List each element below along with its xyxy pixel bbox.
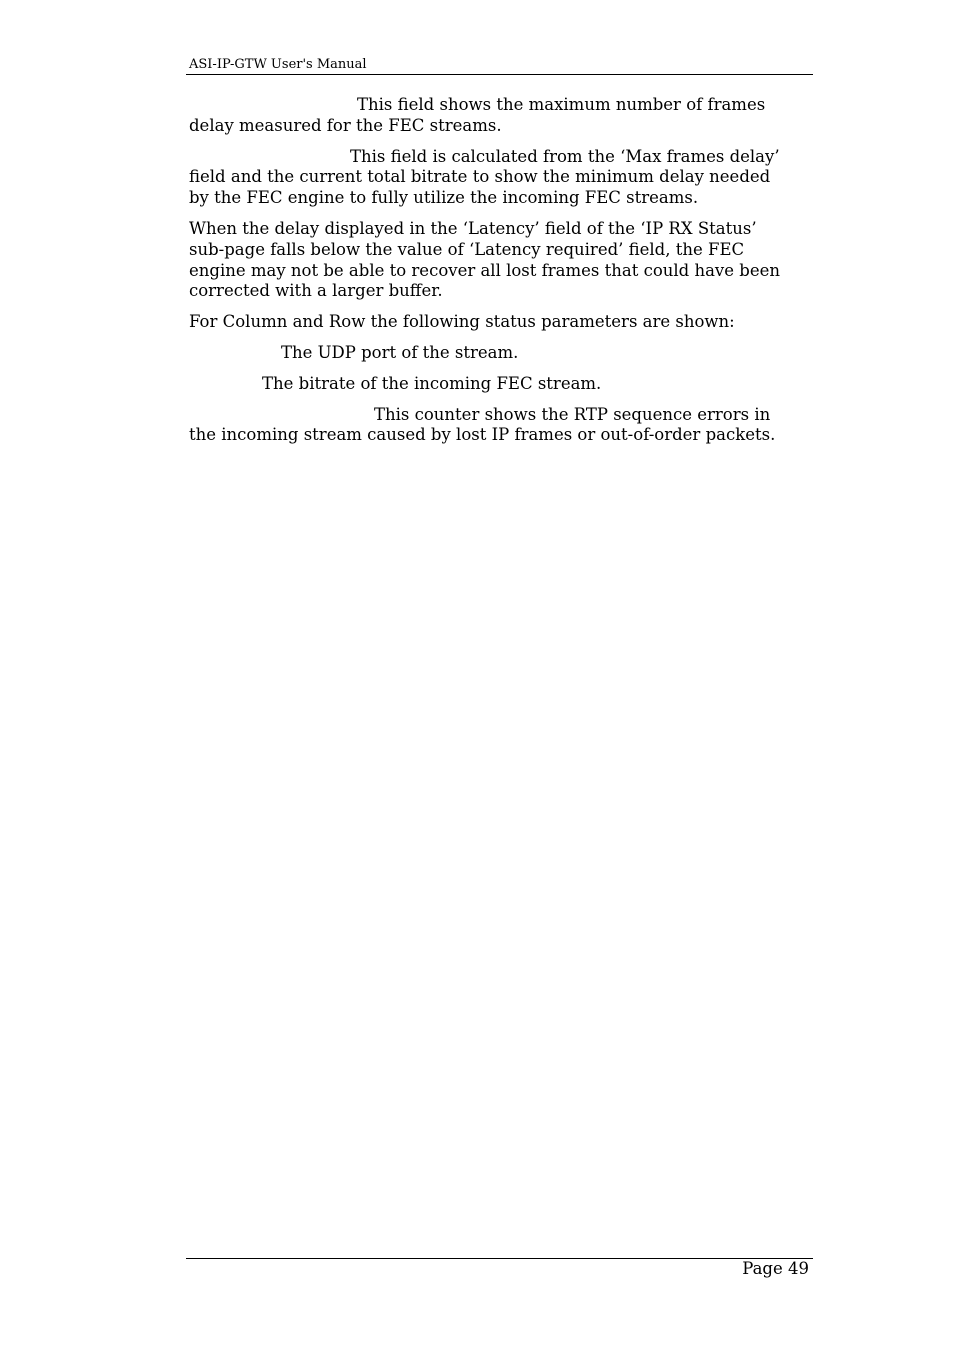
page-body [189,95,813,456]
paragraph-latency-note [189,219,813,302]
paragraph-line: delay measured for the FEC streams. [189,115,502,135]
paragraph-sequence-errors [189,405,813,447]
paragraph-line: This field is calculated from the ‘Max frames delay’ [350,146,780,166]
paragraph-line: by the FEC engine to fully utilize the incoming FEC streams. [189,188,699,208]
paragraph-line: sub-page falls below the value of ‘Latency required’ field, the FEC [189,239,745,259]
paragraph-line: When the delay displayed in the ‘Latency’ field of the ‘IP RX Status’ [189,218,757,238]
paragraph-status-intro [189,312,813,333]
paragraph-line: field and the current total bitrate to show the minimum delay needed [189,167,771,187]
paragraph-line: For Column and Row the following status parameters are shown: [189,312,735,332]
paragraph-line: This counter shows the RTP sequence errors in [374,404,771,424]
paragraph-line: the incoming stream caused by lost IP frames or out-of-order packets. [189,425,776,445]
header-title: ASI-IP-GTW User's Manual [189,57,367,72]
paragraph-line: engine may not be able to recover all lost frames that could have been [189,260,780,280]
paragraph-max-frames-delay [189,95,813,137]
paragraph-line: The bitrate of the incoming FEC stream. [262,373,602,393]
page-number: Page 49 [742,1259,809,1278]
paragraph-bitrate [189,374,813,395]
paragraph-udp-port [189,343,813,364]
paragraph-latency-required [189,147,813,209]
paragraph-line: The UDP port of the stream. [281,342,519,362]
header-rule [186,74,813,75]
paragraph-line: corrected with a larger buffer. [189,281,443,301]
paragraph-line: This field shows the maximum number of frames [357,95,766,114]
